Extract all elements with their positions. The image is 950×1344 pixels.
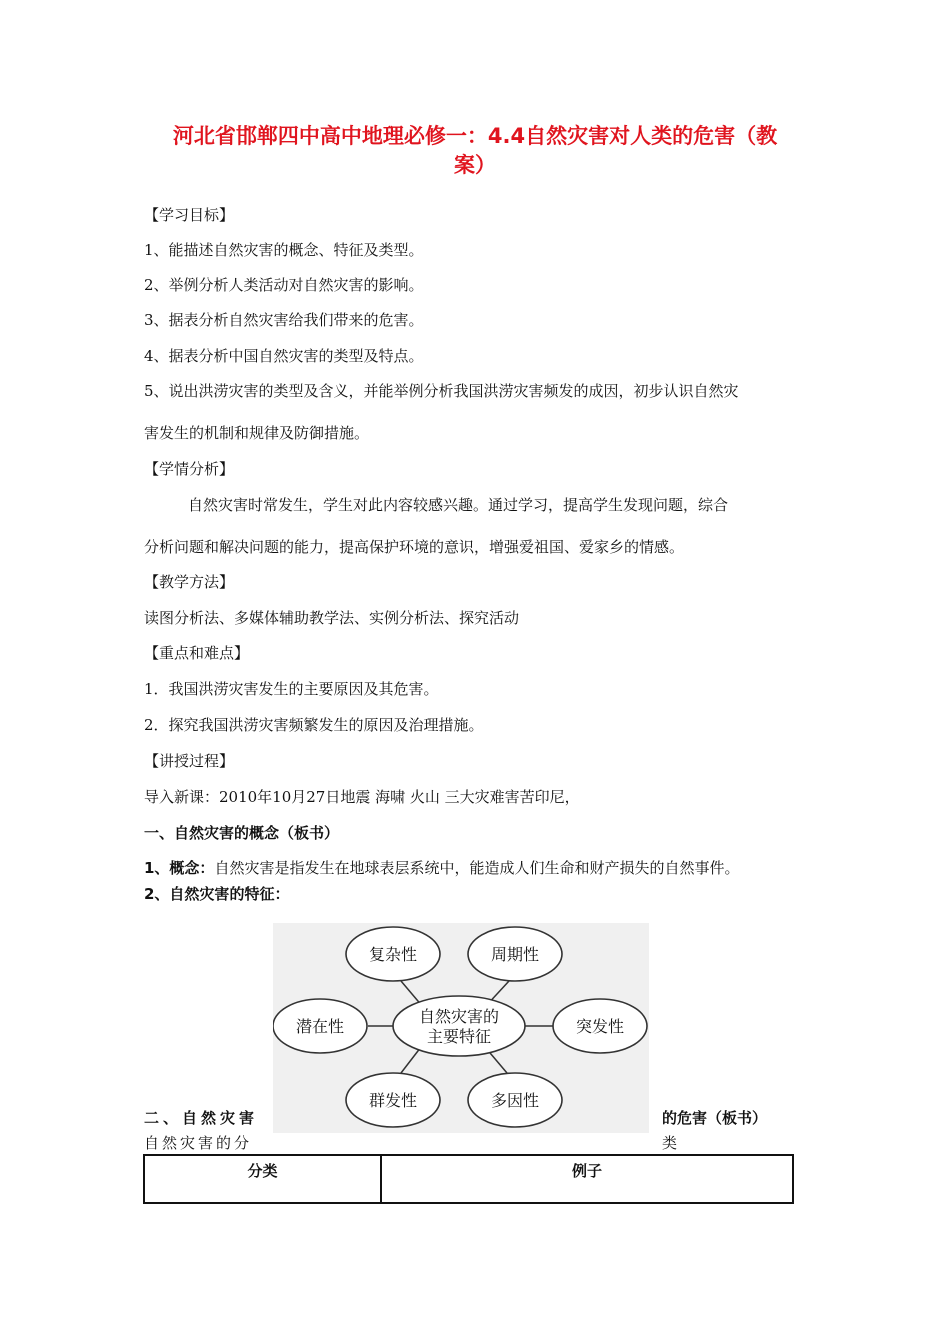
heading-analysis: 【学情分析】 bbox=[144, 460, 235, 478]
table-header-example: 例子 bbox=[381, 1155, 793, 1203]
objective-4: 4、据表分析中国自然灾害的类型及特点。 bbox=[144, 347, 424, 365]
objective-1: 1、能描述自然灾害的概念、特征及类型。 bbox=[144, 241, 424, 259]
center-node bbox=[393, 996, 525, 1056]
section-1-heading: 一、自然灾害的概念（板书） bbox=[144, 824, 340, 842]
section-2-heading-left: 二、自然灾害 bbox=[144, 1109, 259, 1127]
concept-text: 自然灾害是指发生在地球表层系统中，能造成人们生命和财产损失的自然事件。 bbox=[214, 859, 740, 877]
key-point-1: 1．我国洪涝灾害发生的主要原因及其危害。 bbox=[144, 680, 439, 698]
table-header-category: 分类 bbox=[144, 1155, 381, 1203]
heading-objectives: 【学习目标】 bbox=[144, 206, 235, 224]
concept-line bbox=[144, 858, 739, 878]
objective-5-line2: 害发生的机制和规律及防御措施。 bbox=[144, 424, 370, 442]
method-text: 读图分析法、多媒体辅助教学法、实例分析法、探究活动 bbox=[144, 609, 520, 627]
classification-table bbox=[143, 1154, 794, 1204]
section-2-heading-right: 的危害（板书） bbox=[662, 1109, 768, 1127]
key-point-2: 2．探究我国洪涝灾害频繁发生的原因及治理措施。 bbox=[144, 716, 484, 734]
heading-key-points: 【重点和难点】 bbox=[144, 644, 250, 662]
node-label: 突发性 bbox=[575, 1017, 625, 1036]
analysis-line1: 自然灾害时常发生，学生对此内容较感兴趣。通过学习，提高学生发现问题，综合 bbox=[188, 496, 729, 514]
node-label: 周期性 bbox=[490, 945, 540, 964]
intro-text: 导入新课：2010年10月27日地震 海啸 火山 三大灾难害苦印尼， bbox=[144, 788, 580, 806]
node-label: 多因性 bbox=[490, 1091, 540, 1110]
document-title: 河北省邯郸四中高中地理必修一：4.4自然灾害对人类的危害（教 案） bbox=[172, 124, 778, 177]
objective-3: 3、据表分析自然灾害给我们带来的危害。 bbox=[144, 311, 424, 329]
heading-method: 【教学方法】 bbox=[144, 573, 235, 591]
center-label-line1: 自然灾害的 bbox=[418, 1007, 500, 1026]
node-label: 群发性 bbox=[368, 1091, 418, 1110]
connector-line bbox=[401, 1047, 421, 1073]
classification-label-left: 自然灾害的分 bbox=[144, 1134, 253, 1152]
objective-2: 2、举例分析人类活动对自然灾害的影响。 bbox=[144, 276, 424, 294]
analysis-line2: 分析问题和解决问题的能力，提高保护环境的意识，增强爱祖国、爱家乡的情感。 bbox=[144, 538, 685, 556]
concept-label: 1、概念： bbox=[144, 859, 215, 877]
node-label: 潜在性 bbox=[295, 1017, 345, 1036]
classification-label-right: 类 bbox=[662, 1134, 678, 1152]
heading-process: 【讲授过程】 bbox=[144, 752, 235, 770]
features-diagram bbox=[273, 923, 649, 1133]
table-row bbox=[144, 1155, 793, 1203]
objective-5-line1: 5、说出洪涝灾害的类型及含义，并能举例分析我国洪涝灾害频发的成因，初步认识自然灾 bbox=[144, 382, 739, 400]
node-label: 复杂性 bbox=[368, 945, 418, 964]
center-label-line2: 主要特征 bbox=[426, 1027, 492, 1046]
features-label: 2、自然灾害的特征： bbox=[144, 885, 290, 903]
